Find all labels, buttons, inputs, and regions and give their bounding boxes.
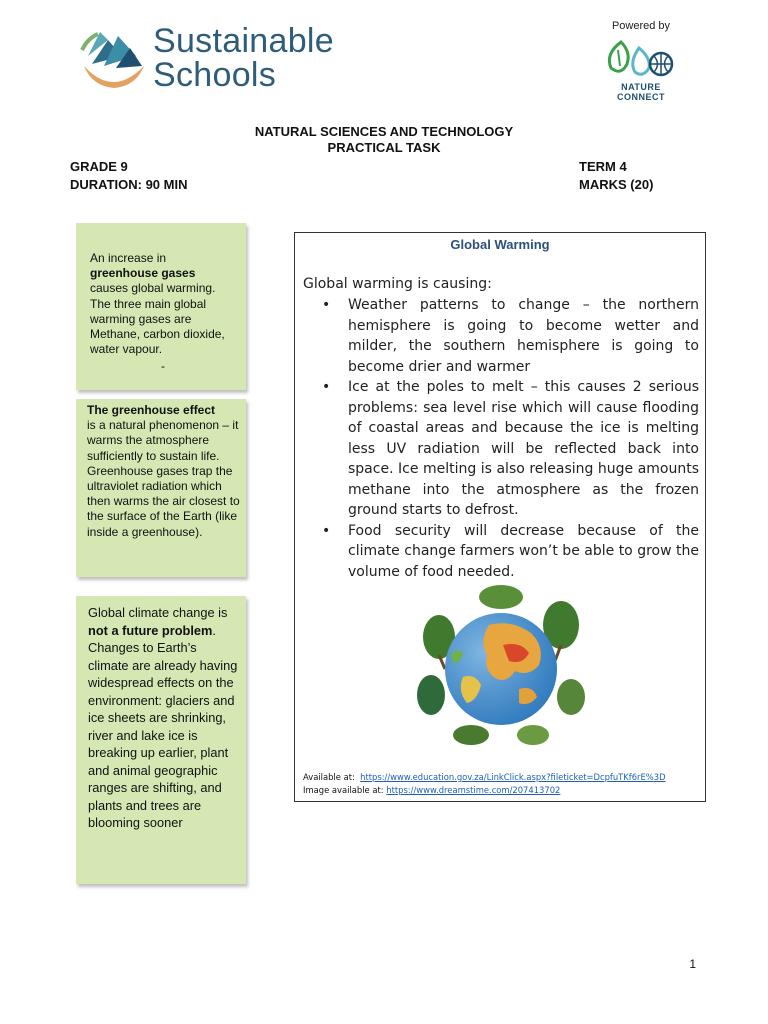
note3-pre: Global climate change is [88, 605, 228, 620]
bullet-text: Weather patterns to change – the northern hemisphere is going to become wetter and milder, the southern hemisphere is going to become drier and warmer [348, 297, 699, 375]
logo-line-1: Sustainable [153, 22, 334, 60]
subject-title: NATURAL SCIENCES AND TECHNOLOGY [254, 124, 514, 139]
page-number: 1 [689, 957, 696, 971]
bullet-text: Ice at the poles to melt – this causes 2 serious problems: sea level rise which will cause flooding of coastal areas and because the ice is melting less UV radiation will be reflected back into space. Ice melting is also releasing huge amounts methane into the atmosphere as the frozen ground starts to defrost. [348, 379, 699, 518]
source2-link[interactable]: https://www.dreamstime.com/207413702 [386, 785, 561, 795]
powered-by-block [596, 20, 686, 102]
duration-label: DURATION: 90 MIN [70, 177, 188, 192]
note3-bold: not a future problem [88, 622, 213, 638]
note1-bold: greenhouse gases [90, 266, 196, 281]
note1-post: causes global warming. The three main global warming gases are Methane, carbon dioxide, water vapour. [90, 281, 225, 357]
source-1 [303, 771, 666, 784]
note-greenhouse-gases [76, 223, 246, 390]
source-2 [303, 784, 666, 797]
list-item [317, 295, 699, 377]
effects-list [317, 295, 699, 582]
source2-label: Image available at: [303, 785, 384, 795]
earth-trees-illustration [411, 585, 591, 747]
logo-line-2: Schools [153, 56, 277, 94]
document-title [0, 124, 768, 156]
bullet-icon: • [322, 522, 331, 539]
marks-label: MARKS (20) [579, 177, 654, 192]
sustainable-schools-logo-icon [78, 26, 148, 94]
note-climate-change [76, 596, 246, 884]
note1-trail: - [161, 359, 165, 374]
list-item [317, 521, 699, 583]
box-title: Global Warming [450, 237, 550, 252]
source1-label: Available at: [303, 772, 355, 782]
note2-bold: The greenhouse effect [87, 403, 216, 417]
source1-link[interactable]: https://www.education.gov.za/LinkClick.aspx?fileticket=DcpfuTKf6rE%3D [360, 772, 666, 782]
logo-wordmark [153, 24, 334, 92]
term-marks [579, 158, 653, 194]
grade-label: GRADE 9 [70, 159, 128, 174]
grade-duration [70, 158, 187, 194]
bullet-icon: • [322, 297, 331, 313]
partner-name: NATURE CONNECT [617, 82, 665, 102]
list-item [317, 377, 699, 521]
note1-pre: An increase in [90, 251, 167, 265]
box-intro: Global warming is causing: [303, 276, 492, 292]
note3-post: . Changes to Earth’s climate are already having widespread effects on the environment: glaciers and ice sheets are shrinking, river and lake ice is breaking up earlier, plant and animal geographic ranges are shifting, and plants and trees are blooming sooner [88, 622, 238, 830]
bullet-icon: • [322, 379, 331, 395]
bullet-text: Food security will decrease because of the climate change farmers won’t be able to grow the volume of food needed. [348, 522, 699, 580]
note-greenhouse-effect [76, 399, 246, 577]
powered-by-label: Powered by [611, 20, 671, 32]
nature-connect-logo-icon [601, 36, 681, 80]
task-title: PRACTICAL TASK [327, 140, 441, 155]
sources [303, 771, 666, 797]
term-label: TERM 4 [579, 159, 627, 174]
global-warming-box [294, 232, 706, 802]
note2-post: is a natural phenomenon – it warms the atmosphere sufficiently to sustain life. Greenhouse gases trap the ultraviolet radiation which then warms the air closest to the surface of the Earth (like inside a greenhouse). [87, 418, 240, 539]
